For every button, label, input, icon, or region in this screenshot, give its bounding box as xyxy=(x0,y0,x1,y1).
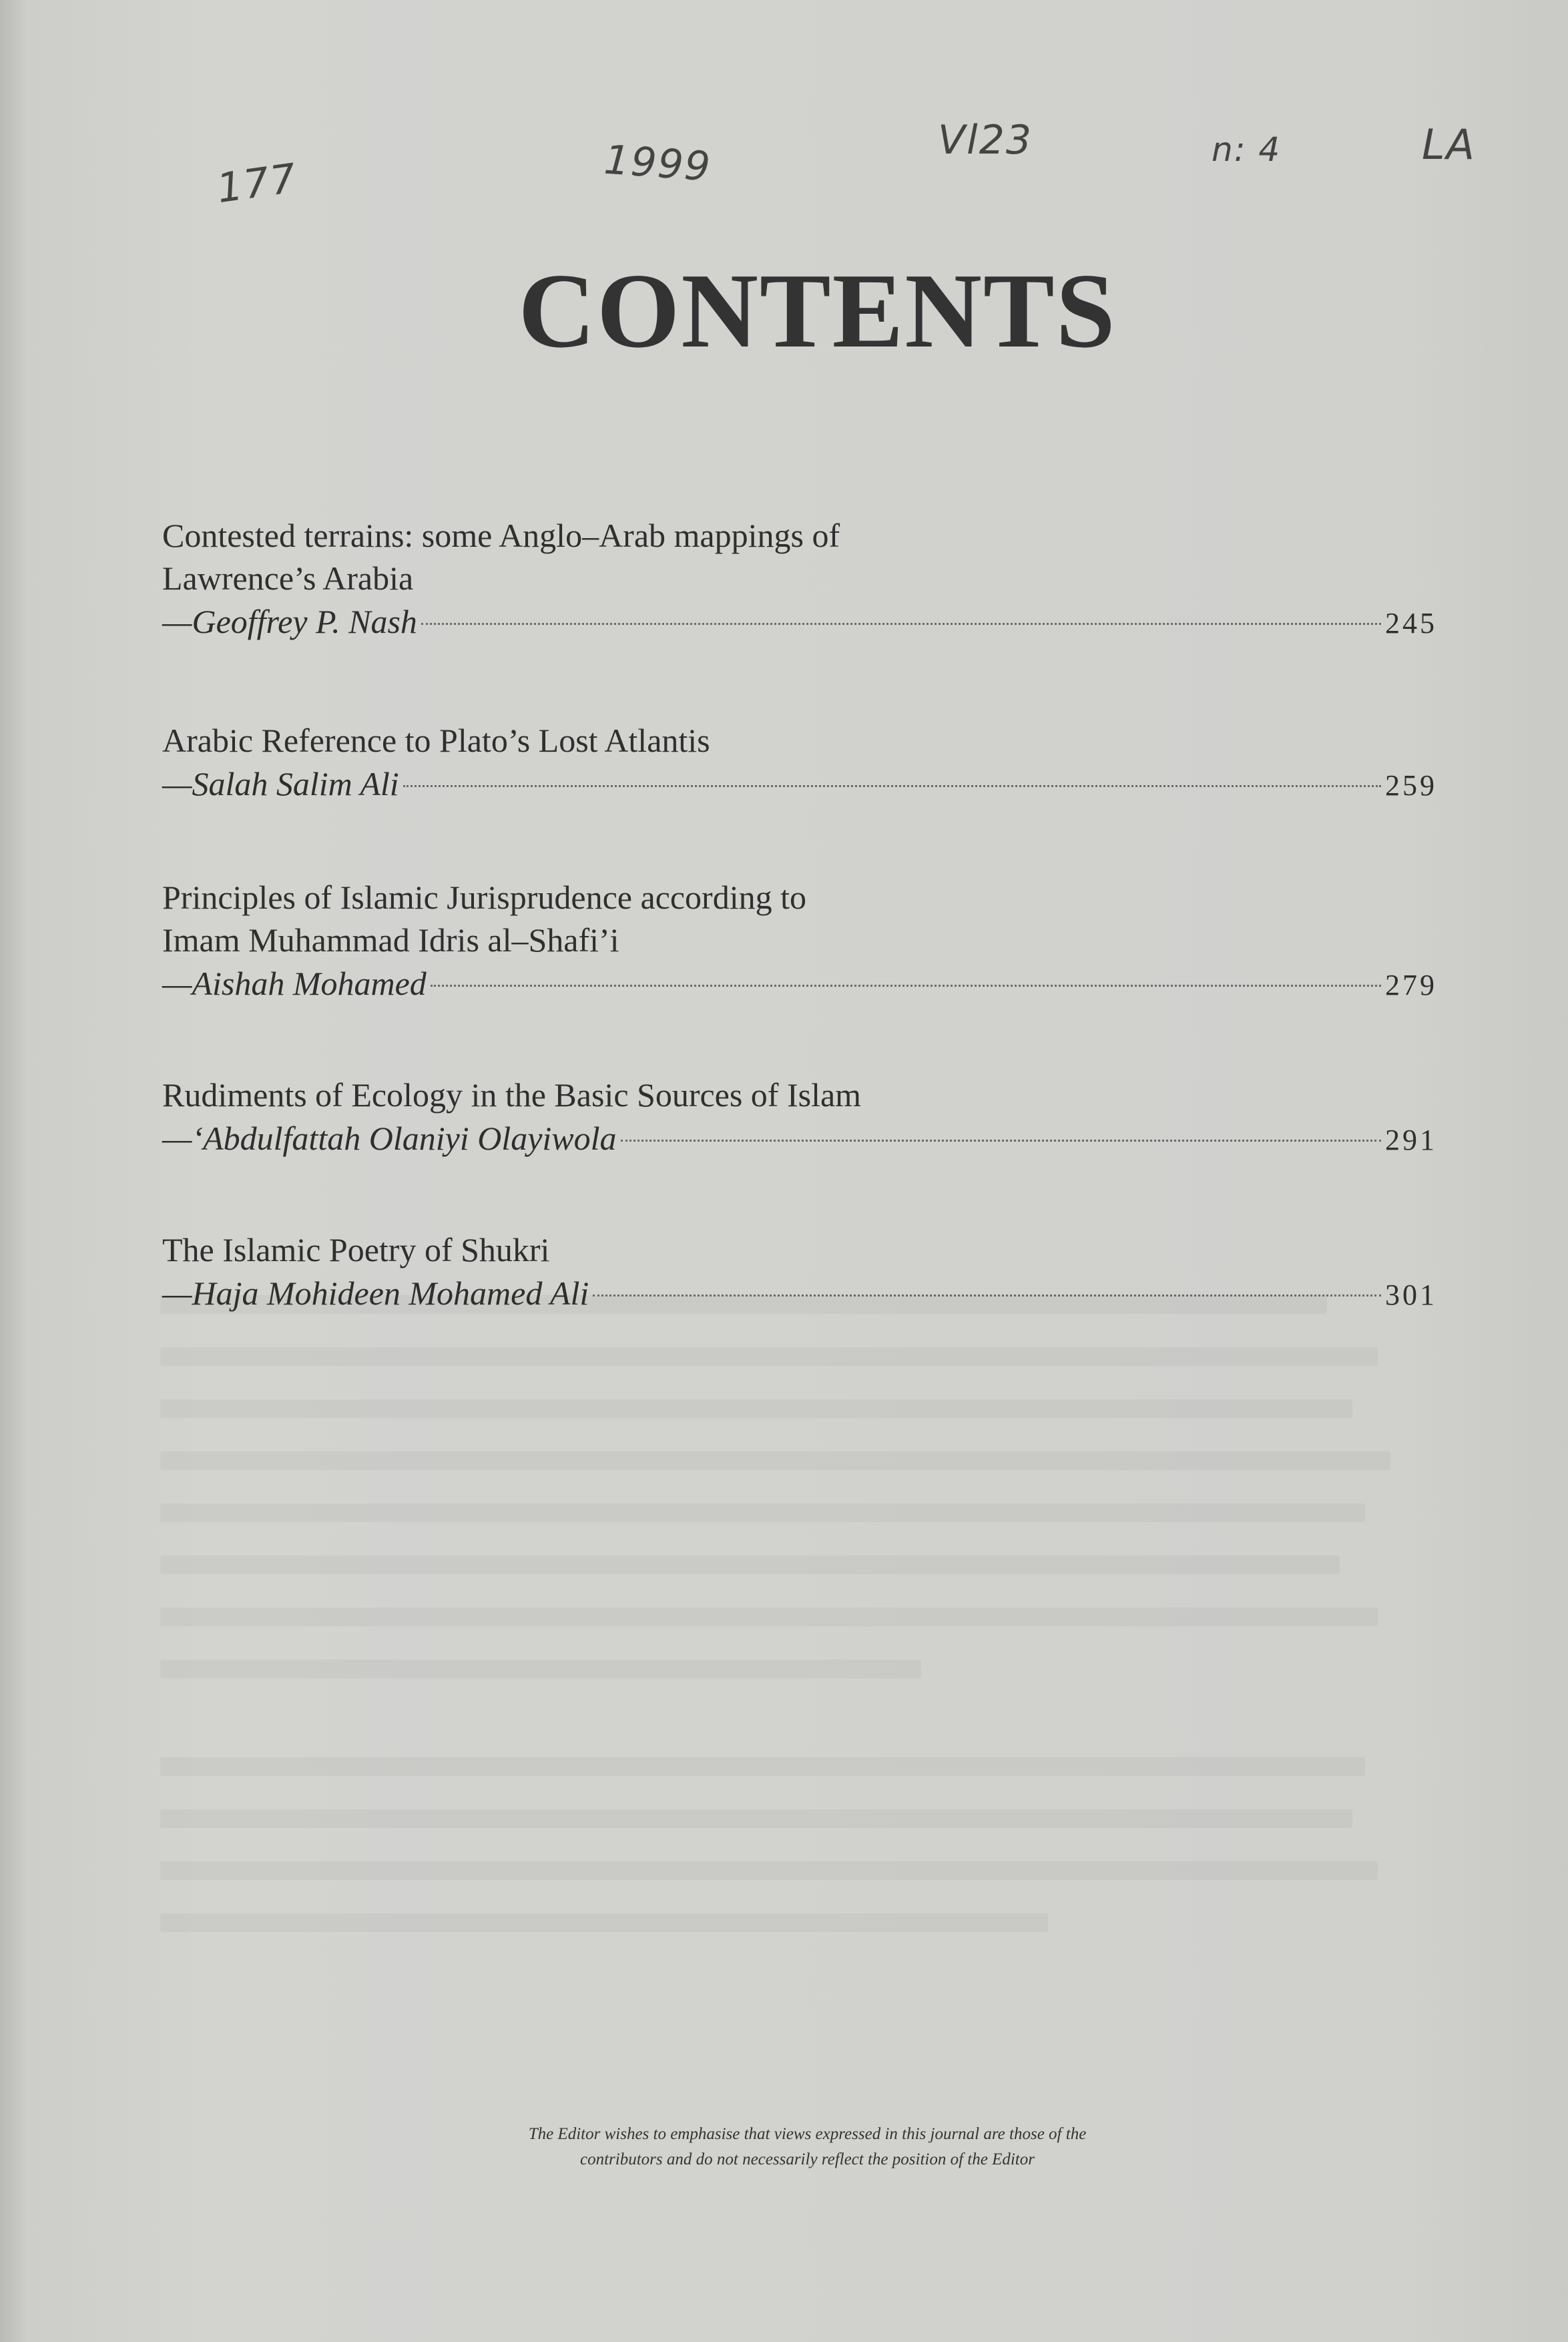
bleed-through-text xyxy=(160,1295,1428,1965)
page-number: 245 xyxy=(1385,607,1437,640)
page-number: 279 xyxy=(1385,969,1437,1001)
article-title-line: Arabic Reference to Plato’s Lost Atlantis xyxy=(162,722,710,759)
dot-leader xyxy=(403,785,1381,787)
article-author: —Haja Mohideen Mohamed Ali xyxy=(162,1274,589,1312)
dot-leader xyxy=(421,623,1381,625)
article-author: —Geoffrey P. Nash xyxy=(162,603,417,640)
editor-disclaimer xyxy=(0,2122,1568,2172)
author-line xyxy=(162,600,1437,646)
page-title: CONTENTS xyxy=(518,251,1117,370)
article-title-line: Rudiments of Ecology in the Basic Sources of Islam xyxy=(162,1076,862,1114)
author-line xyxy=(162,1116,1437,1162)
article-title-line: Imam Muhammad Idris al–Shafi’i xyxy=(162,921,619,959)
disclaimer-line: contributors and do not necessarily reflect the position of the Editor xyxy=(580,2150,1035,2168)
dot-leader xyxy=(593,1295,1381,1297)
article-title-line: The Islamic Poetry of Shukri xyxy=(162,1231,550,1268)
handwritten-note: LA xyxy=(1422,120,1476,169)
disclaimer-line: The Editor wishes to emphasise that views expressed in this journal are those of the xyxy=(528,2125,1087,2143)
dot-leader xyxy=(621,1140,1381,1142)
article-title-line: Contested terrains: some Anglo–Arab mappings of xyxy=(162,517,840,554)
toc-entry[interactable] xyxy=(162,876,1437,1007)
page-number: 259 xyxy=(1385,769,1437,802)
toc-entry[interactable] xyxy=(162,514,1437,646)
handwritten-note: n: 4 xyxy=(1212,130,1282,169)
article-title-line: Principles of Islamic Jurisprudence according to xyxy=(162,879,806,916)
article-author: —Salah Salim Ali xyxy=(162,765,399,802)
author-line xyxy=(162,1271,1437,1317)
handwritten-note: Vl23 xyxy=(938,117,1033,164)
toc-entry[interactable] xyxy=(162,1228,1437,1317)
article-author: —‘Abdulfattah Olaniyi Olayiwola xyxy=(162,1120,617,1157)
page-number: 301 xyxy=(1385,1278,1437,1311)
article-author: —Aishah Mohamed xyxy=(162,965,427,1002)
author-line xyxy=(162,961,1437,1007)
toc-entry[interactable] xyxy=(162,1074,1437,1162)
dot-leader xyxy=(431,985,1381,987)
page-number: 291 xyxy=(1385,1124,1437,1156)
author-line xyxy=(162,762,1437,808)
handwritten-note: 177 xyxy=(214,154,300,213)
toc-entry[interactable] xyxy=(162,719,1437,808)
handwritten-note: 1999 xyxy=(602,136,713,191)
article-title-line: Lawrence’s Arabia xyxy=(162,559,414,597)
